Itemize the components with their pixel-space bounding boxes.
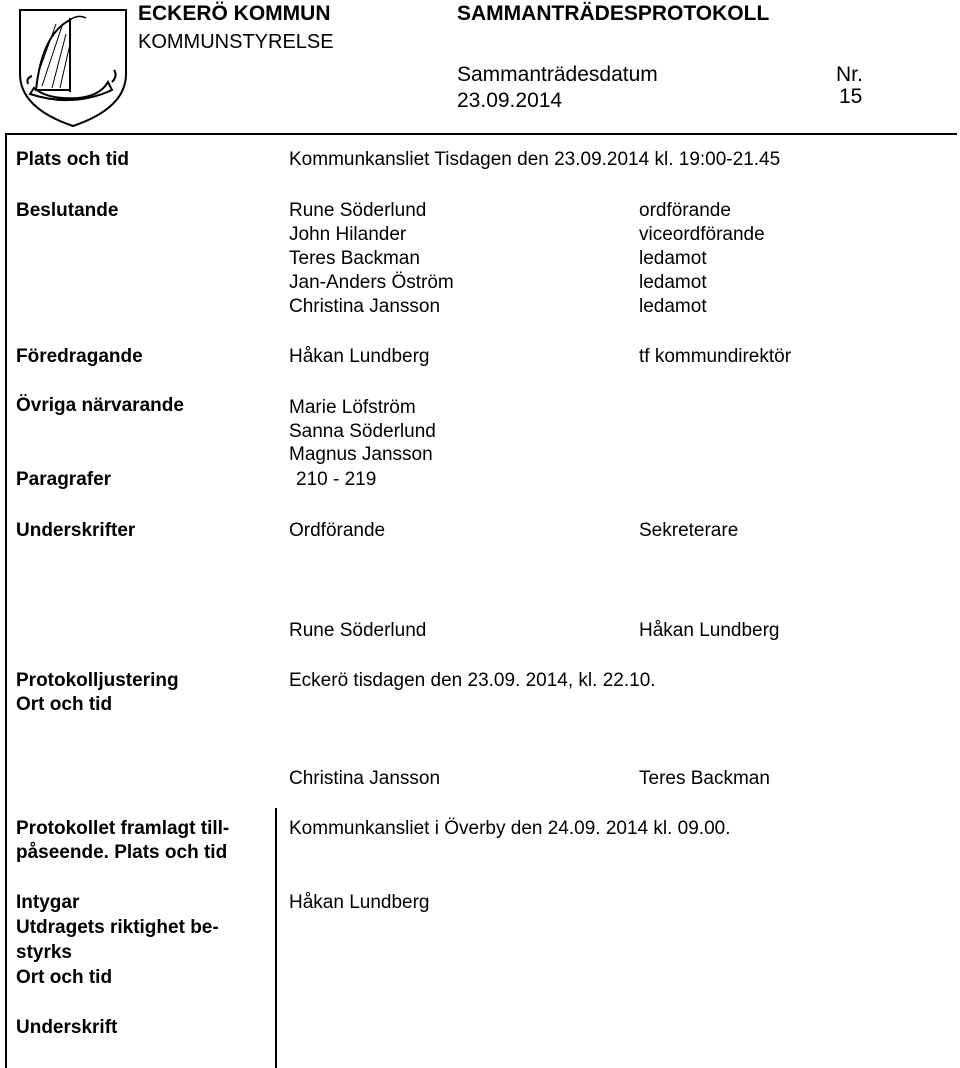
foredragande-name: Håkan Lundberg — [289, 346, 430, 367]
underskrift-label: Underskrift — [16, 1017, 118, 1038]
justerare-name-2: Teres Backman — [639, 768, 770, 789]
beslutande-label: Beslutande — [16, 200, 119, 221]
protocol-number: 15 — [839, 85, 863, 108]
paragrafer-label: Paragrafer — [16, 469, 112, 490]
ovriga-label: Övriga närvarande — [16, 395, 184, 416]
ovriga-name: Magnus Jansson — [289, 444, 433, 465]
ordforande-label: Ordförande — [289, 520, 386, 541]
paragrafer-value: 210 - 219 — [296, 469, 377, 490]
utdrag-label: Utdragets riktighet be- — [16, 917, 219, 938]
beslutande-name: Christina Jansson — [289, 296, 441, 317]
beslutande-name: John Hilander — [289, 224, 407, 245]
beslutande-name: Teres Backman — [289, 248, 420, 269]
header-divider — [5, 133, 957, 135]
plats-label: Plats och tid — [16, 149, 129, 170]
protocol-number-label: Nr. — [836, 63, 863, 86]
meeting-date: 23.09.2014 — [457, 89, 563, 112]
framlagt-value: Kommunkansliet i Överby den 24.09. 2014 kl. 09.00. — [289, 818, 731, 839]
justerare-name-1: Christina Jansson — [289, 768, 441, 789]
sekreterare-name: Håkan Lundberg — [639, 620, 780, 641]
municipality-name: ECKERÖ KOMMUN — [138, 2, 331, 25]
beslutande-name: Jan-Anders Öström — [289, 272, 454, 293]
justering-sublabel: Ort och tid — [16, 694, 113, 715]
justering-label: Protokolljustering — [16, 670, 179, 691]
foredragande-label: Föredragande — [16, 346, 143, 367]
municipality-coat-of-arms — [8, 4, 138, 129]
beslutande-name: Rune Söderlund — [289, 200, 427, 221]
framlagt-sublabel: påseende. Plats och tid — [16, 842, 228, 863]
ovriga-name: Sanna Söderlund — [289, 421, 436, 442]
intygar-value: Håkan Lundberg — [289, 892, 430, 913]
ovriga-name: Marie Löfström — [289, 397, 416, 418]
beslutande-role: ordförande — [639, 200, 731, 221]
justering-value: Eckerö tisdagen den 23.09. 2014, kl. 22.10. — [289, 670, 656, 691]
foredragande-role: tf kommundirektör — [639, 346, 792, 367]
underskrifter-label: Underskrifter — [16, 520, 136, 541]
beslutande-role: ledamot — [639, 248, 707, 269]
plats-value: Kommunkansliet Tisdagen den 23.09.2014 kl. 19:00-21.45 — [289, 149, 781, 170]
meeting-date-label: Sammanträdesdatum — [457, 63, 658, 86]
sekreterare-label: Sekreterare — [639, 520, 739, 541]
column-divider — [275, 808, 277, 1068]
intygar-label: Intygar — [16, 892, 80, 913]
ordforande-name: Rune Söderlund — [289, 620, 427, 641]
utdrag-sublabel: styrks — [16, 942, 72, 963]
document-type: SAMMANTRÄDESPROTOKOLL — [457, 2, 770, 25]
beslutande-role: ledamot — [639, 296, 707, 317]
beslutande-role: viceordförande — [639, 224, 765, 245]
board-name: KOMMUNSTYRELSE — [138, 31, 334, 53]
utdrag-place-label: Ort och tid — [16, 967, 113, 988]
framlagt-label: Protokollet framlagt till- — [16, 818, 230, 839]
left-border — [5, 133, 7, 1068]
beslutande-role: ledamot — [639, 272, 707, 293]
